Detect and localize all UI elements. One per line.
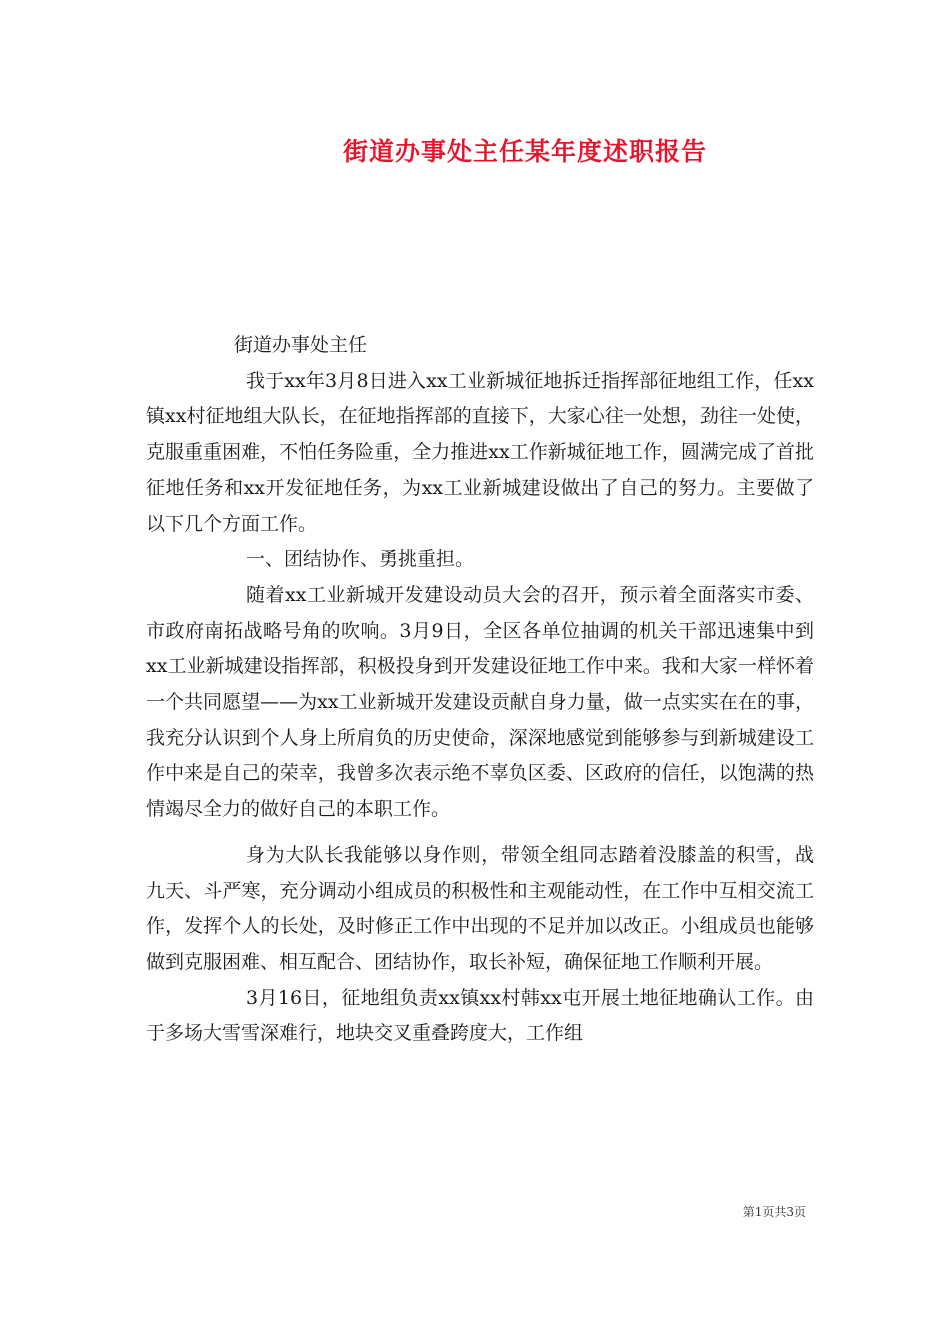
paragraph-spacer bbox=[146, 828, 814, 838]
document-title: 街道办事处主任某年度述职报告 bbox=[342, 137, 707, 166]
document-body bbox=[146, 328, 814, 1052]
paragraph-2: 随着xx工业新城开发建设动员大会的召开，预示着全面落实市委、市政府南拓战略号角的吹响。3月9日，全区各单位抽调的机关干部迅速集中到xx工业新城建设指挥部，积极投身到开发建设征地工作中来。我和大家一样怀着一个共同愿望——为xx工业新城开发建设贡献自身力量，做一点实实在在的事，我充分认识到个人身上所肩负的历史使命，深深地感觉到能够参与到新城建设工作中来是自己的荣幸，我曾多次表示绝不辜负区委、区政府的信任，以饱满的热情竭尽全力的做好自己的本职工作。 bbox=[146, 583, 814, 821]
paragraph-4: 3月16日，征地组负责xx镇xx村韩xx屯开展土地征地确认工作。由于多场大雪雪深难行，地块交叉重叠跨度大，工作组 bbox=[146, 986, 814, 1045]
page-number: 第1页共3页 bbox=[742, 1205, 806, 1219]
recipient-line: 街道办事处主任 bbox=[234, 334, 368, 356]
section-heading-1: 一、团结协作、勇挑重担。 bbox=[246, 548, 475, 571]
paragraph-3: 身为大队长我能够以身作则，带领全组同志踏着没膝盖的积雪，战九天、斗严寒，充分调动小组成员的积极性和主观能动性，在工作中互相交流工作，发挥个人的长处，及时修正工作中出现的不足并加以改正。小组成员也能够做到克服困难、相互配合、团结协作，取长补短，确保征地工作顺利开展。 bbox=[146, 843, 814, 973]
paragraph-intro: 我于xx年3月8日进入xx工业新城征地拆迁指挥部征地组工作，任xx镇xx村征地组大队长，在征地指挥部的直接下，大家心往一处想，劲往一处使，克服重重困难，不怕任务险重，全力推进xx工作新城征地工作，圆满完成了首批征地任务和xx开发征地任务，为xx工业新城建设做出了自己的努力。主要做了以下几个方面工作。 bbox=[146, 369, 814, 535]
